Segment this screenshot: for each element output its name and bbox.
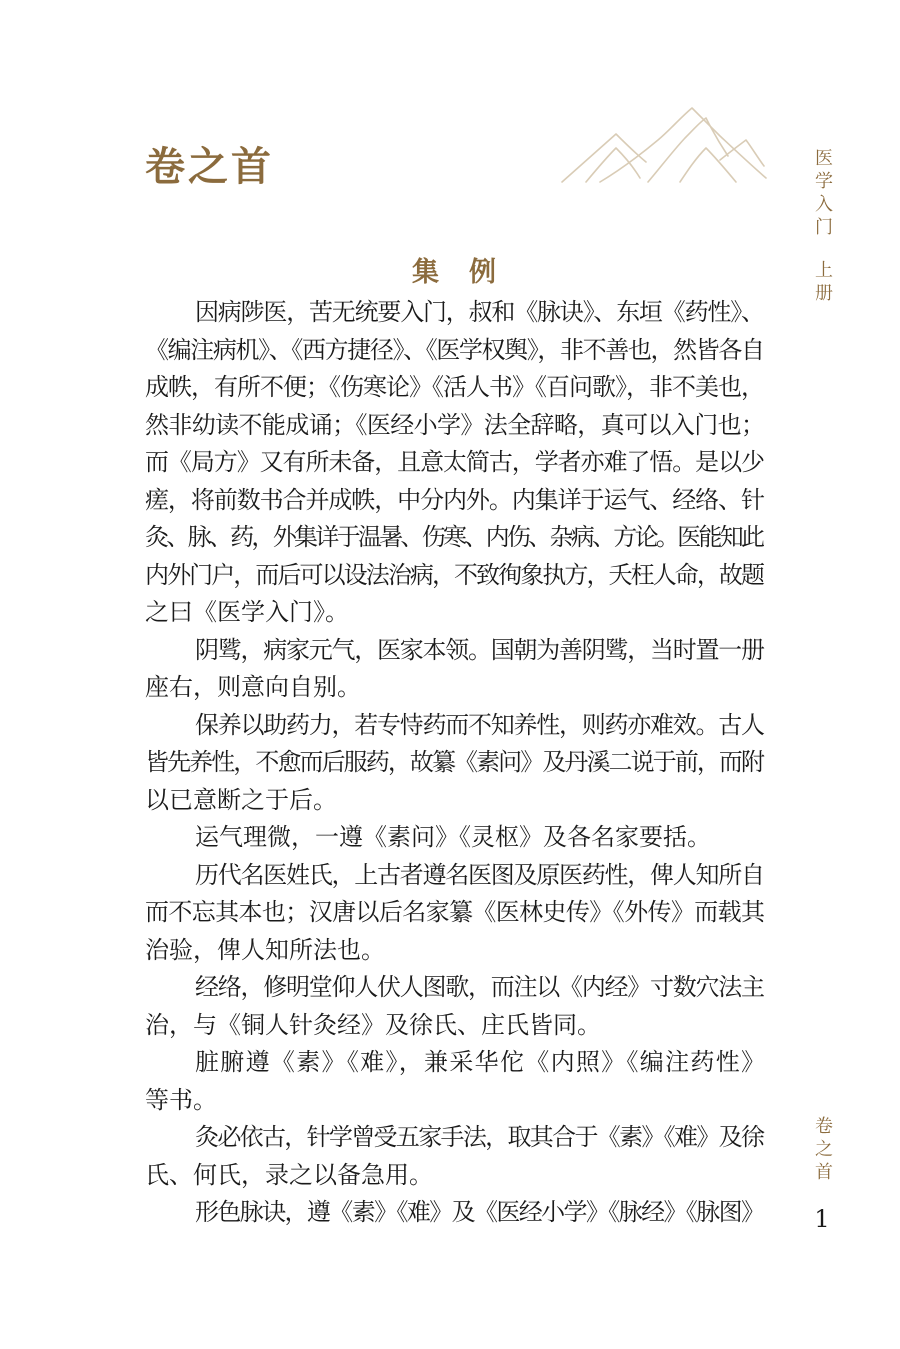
paragraph	[145, 1044, 765, 1119]
body-text	[145, 294, 765, 1232]
text-line: 而不忘其本也；汉唐以后名家纂《医林史传》《外传》而载其	[145, 898, 765, 926]
text-line: 以已意断之于后。	[145, 785, 337, 814]
section-heading: 集例	[412, 257, 526, 288]
text-line: 等书。	[145, 1085, 217, 1114]
running-foot-chapter: 卷之首	[812, 1116, 833, 1185]
text-line: 治，与《铜人针灸经》及徐氏、庄氏皆同。	[145, 1010, 601, 1039]
running-head-book-title: 医学入门	[812, 148, 833, 240]
text-line: 保养以助药力，若专恃药而不知养性，则药亦难效。古人	[195, 710, 764, 739]
text-line: 《编注病机》、《西方捷径》、《医学权舆》，非不善也，然皆各自	[145, 335, 764, 364]
chapter-title: 卷之首	[145, 143, 274, 190]
text-line: 座右，则意向自别。	[145, 673, 361, 701]
text-line: 皆先养性，不愈而后服药，故纂《素问》及丹溪二说于前，而附	[145, 748, 764, 776]
text-line: 治验，俾人知所法也。	[145, 935, 385, 964]
paragraph	[145, 969, 765, 1044]
text-line: 成帙，有所不便；《伤寒论》《活人书》《百问歌》，非不美也，	[145, 373, 764, 401]
paragraph	[145, 1194, 765, 1232]
text-line: 然非幼读不能成诵；《医经小学》法全辞略，真可以入门也；	[145, 410, 765, 439]
text-line: 之曰《医学入门》。	[145, 598, 349, 626]
text-line: 内外门户，而后可以设法治病，不致徇象执方，夭枉人命，故题	[145, 560, 764, 589]
page-number: 1	[814, 1205, 830, 1233]
running-head-volume: 上册	[812, 260, 833, 306]
text-line: 经络，修明堂仰人伏人图歌，而注以《内经》寸数穴法主	[195, 973, 764, 1001]
text-line: 形色脉诀，遵《素》《难》及《医经小学》《脉经》《脉图》	[195, 1198, 764, 1226]
paragraph	[145, 632, 765, 707]
text-line: 运气理微，一遵《素问》《灵枢》及各名家要括。	[195, 823, 711, 851]
paragraph	[145, 707, 765, 820]
paragraph	[145, 1119, 765, 1194]
mountain-ornament-icon	[560, 100, 770, 185]
text-line: 灸、脉、药，外集详于温暑、伤寒、内伤、杂病、方论。医能知此	[145, 523, 763, 551]
text-line: 灸必依古，针学曾受五家手法，取其合于《素》《难》及徐	[195, 1123, 764, 1151]
paragraph	[145, 857, 765, 970]
text-line: 瘥，将前数书合并成帙，中分内外。内集详于运气、经络、针	[145, 485, 764, 514]
text-line: 历代名医姓氏，上古者遵名医图及原医药性，俾人知所自	[195, 860, 764, 889]
text-line: 脏腑遵《素》《难》，兼采华佗《内照》《编注药性》	[195, 1048, 767, 1076]
text-line: 而《局方》又有所未备，且意太简古，学者亦难了悟。是以少	[145, 448, 764, 476]
text-line: 因病陟医，苦无统要入门，叔和《脉诀》、东垣《药性》、	[195, 298, 764, 326]
paragraph	[145, 819, 765, 857]
text-line: 阴骘，病家元气，医家本领。国朝为善阴骘，当时置一册	[195, 635, 764, 664]
paragraph	[145, 294, 765, 632]
text-line: 氏、何氏，录之以备急用。	[145, 1160, 433, 1189]
